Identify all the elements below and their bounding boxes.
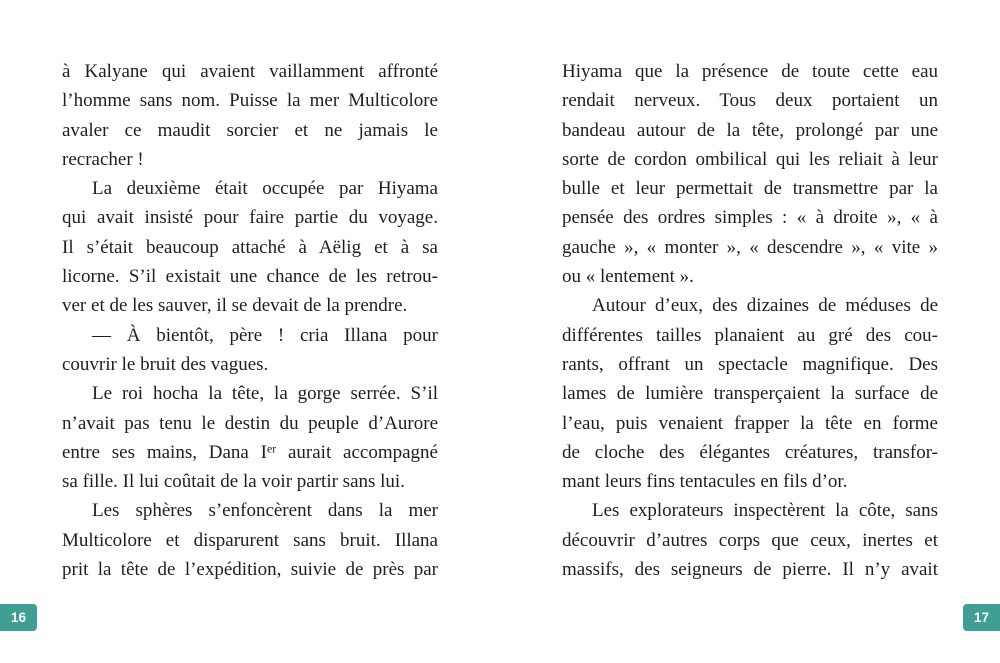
text-line: qui avait insisté pour faire partie du voyage. bbox=[62, 207, 438, 229]
page-number-left: 16 bbox=[10, 610, 27, 625]
text-line: avaler ce maudit sorcier et ne jamais le bbox=[62, 119, 438, 141]
text-line: recracher ! bbox=[62, 148, 144, 170]
text-line: prit la tête de l’expédition, suivie de près par bbox=[62, 559, 438, 581]
page-number-badge-left bbox=[0, 604, 37, 631]
text-line: Hiyama que la présence de toute cette eau bbox=[562, 61, 938, 82]
text-line: ou « lentement ». bbox=[562, 266, 694, 288]
text-line: couvrir le bruit des vagues. bbox=[62, 353, 269, 375]
text-line: bulle et leur permettait de transmettre par la bbox=[562, 178, 938, 200]
text-line: Multicolore et disparurent sans bruit. Illana bbox=[62, 529, 438, 551]
text-line: sorte de cordon ombilical qui les reliait à leur bbox=[562, 148, 938, 170]
text-line: sa fille. Il lui coûtait de la voir partir sans lui. bbox=[62, 471, 405, 493]
page-number-right: 17 bbox=[973, 610, 990, 625]
text-line: La deuxième était occupée par Hiyama bbox=[92, 178, 438, 200]
text-line: lames de lumière transperçaient la surface de bbox=[562, 383, 938, 405]
text-line: de cloche des élégantes créatures, transfor- bbox=[562, 441, 938, 463]
text-line: licorne. S’il existait une chance de les retrou- bbox=[62, 266, 438, 288]
text-line: Le roi hocha la tête, la gorge serrée. S’il bbox=[92, 383, 438, 405]
text-line: — À bientôt, père ! cria Illana pour bbox=[92, 324, 438, 346]
text-line: l’homme sans nom. Puisse la mer Multicolore bbox=[62, 90, 438, 112]
text-line: Autour d’eux, des dizaines de méduses de bbox=[592, 295, 938, 317]
text-line: mant leurs fins tentacules en fils d’or. bbox=[562, 471, 848, 493]
text-line: ver et de les sauver, il se devait de la prendre. bbox=[62, 295, 408, 317]
text-line: n’avait pas tenu le destin du peuple d’Aurore bbox=[62, 412, 438, 434]
text-line: pensée des ordres simples : « à droite », « à bbox=[562, 207, 938, 229]
text-line: Les sphères s’enfoncèrent dans la mer bbox=[92, 500, 438, 522]
text-line: entre ses mains, Dana Ier aurait accompagné bbox=[62, 441, 438, 463]
right-page-text bbox=[562, 57, 938, 584]
text-line: à Kalyane qui avaient vaillamment affronté bbox=[62, 61, 438, 82]
text-line: Il s’était beaucoup attaché à Aëlig et à sa bbox=[62, 236, 438, 258]
text-line: l’eau, puis venaient frapper la tête en forme bbox=[562, 412, 938, 434]
text-line: massifs, des seigneurs de pierre. Il n’y avait bbox=[562, 559, 938, 581]
page-number-badge-right bbox=[963, 604, 1000, 631]
text-line: rendait nerveux. Tous deux portaient un bbox=[562, 90, 938, 112]
text-line: bandeau autour de la tête, prolongé par une bbox=[562, 119, 938, 141]
text-line: rants, offrant un spectacle magnifique. Des bbox=[562, 353, 938, 375]
text-line: Les explorateurs inspectèrent la côte, sans bbox=[592, 500, 938, 522]
text-line: découvrir d’autres corps que ceux, inertes et bbox=[562, 529, 938, 551]
text-line: différentes tailles planaient au gré des cou- bbox=[562, 324, 938, 346]
text-line: gauche », « monter », « descendre », « vite » bbox=[562, 236, 938, 258]
left-page-text bbox=[62, 57, 438, 584]
